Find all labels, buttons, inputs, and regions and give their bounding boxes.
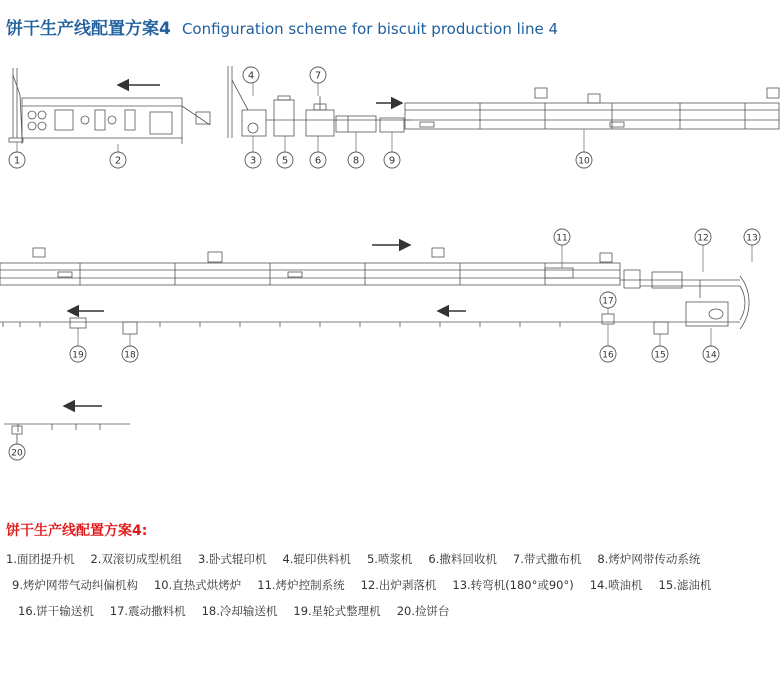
callout-leader-lines bbox=[17, 82, 584, 152]
legend-item: 16.饼干输送机 bbox=[18, 604, 94, 618]
legend-item: 7.带式撒布机 bbox=[512, 552, 582, 566]
callout-number: 11 bbox=[556, 233, 568, 244]
oven-lower bbox=[0, 248, 620, 285]
callout-7 bbox=[310, 67, 326, 83]
callout-number: 19 bbox=[72, 350, 84, 361]
legend-item: 8.烤炉网带传动系统 bbox=[597, 552, 701, 566]
callout-17 bbox=[600, 292, 616, 308]
callout-number: 9 bbox=[388, 155, 396, 167]
callout-9 bbox=[384, 152, 400, 168]
callout-number: 18 bbox=[124, 350, 136, 361]
callout-6 bbox=[310, 152, 326, 168]
oven-upper bbox=[405, 88, 779, 129]
callout-16 bbox=[600, 346, 616, 362]
title-english: Configuration scheme for biscuit production line 4 bbox=[181, 20, 558, 38]
legend-item: 11.烤炉控制系统 bbox=[257, 578, 345, 592]
callout-number: 2 bbox=[114, 155, 122, 167]
cooling-conveyor bbox=[0, 314, 668, 334]
legend-item: 10.直热式烘烤炉 bbox=[153, 578, 242, 592]
callout-15 bbox=[652, 346, 668, 362]
callout-number: 1 bbox=[13, 155, 21, 167]
callout-number: 12 bbox=[697, 233, 709, 244]
legend-item: 4.辊印供料机 bbox=[282, 552, 351, 566]
callout-number: 3 bbox=[249, 155, 257, 167]
callout-10 bbox=[576, 152, 592, 168]
callout-leader-lines-row2 bbox=[78, 245, 752, 346]
legend-row bbox=[18, 603, 465, 619]
legend-row bbox=[6, 551, 716, 567]
callout-number: 10 bbox=[578, 156, 590, 167]
legend-item: 18.冷却输送机 bbox=[201, 604, 278, 618]
legend-item: 3.卧式辊印机 bbox=[197, 552, 267, 566]
callout-8 bbox=[348, 152, 364, 168]
double-roll-forming-unit bbox=[22, 98, 210, 144]
callout-20 bbox=[9, 444, 25, 460]
legend-item: 14.喷油机 bbox=[589, 578, 643, 592]
callout-number: 4 bbox=[247, 70, 255, 82]
biscuit-picking-table bbox=[4, 424, 130, 444]
legend-item: 1.面团提升机 bbox=[6, 552, 75, 566]
callout-number: 6 bbox=[314, 155, 322, 167]
callout-2 bbox=[110, 152, 126, 168]
callout-number: 14 bbox=[705, 350, 717, 361]
callout-13 bbox=[744, 229, 760, 245]
legend-title: 饼干生产线配置方案4: bbox=[6, 523, 148, 539]
callout-14 bbox=[703, 346, 719, 362]
callout-3 bbox=[245, 152, 261, 168]
callout-number: 17 bbox=[602, 296, 614, 307]
legend-item: 2.双滚切成型机组 bbox=[90, 552, 182, 566]
legend-item: 20.捡饼台 bbox=[396, 604, 450, 618]
callout-number: 7 bbox=[314, 70, 322, 82]
callout-1 bbox=[9, 152, 25, 168]
legend-item: 6.撒料回收机 bbox=[428, 552, 497, 566]
callout-number: 20 bbox=[11, 448, 23, 459]
callout-number: 16 bbox=[602, 350, 614, 361]
callout-number: 15 bbox=[654, 350, 666, 361]
title-chinese: 饼干生产线配置方案4 bbox=[6, 19, 171, 39]
legend-item: 17.震动撒料机 bbox=[109, 604, 186, 618]
legend-row bbox=[12, 577, 727, 593]
legend-item: 12.出炉剥落机 bbox=[360, 578, 437, 592]
callout-layer bbox=[9, 67, 760, 460]
legend-item: 13.转弯机(180°或90°) bbox=[452, 578, 574, 592]
callout-number: 13 bbox=[746, 233, 758, 244]
legend-item: 9.烤炉网带气动纠偏机构 bbox=[12, 578, 138, 592]
dough-lifter bbox=[9, 68, 23, 142]
legend-item: 19.星轮式整理机 bbox=[293, 604, 381, 618]
legend-item: 15.滤油机 bbox=[658, 578, 712, 592]
callout-number: 5 bbox=[281, 155, 289, 167]
oven-exit-and-turner bbox=[620, 270, 749, 329]
callout-5 bbox=[277, 152, 293, 168]
callout-4 bbox=[243, 67, 259, 83]
callout-19 bbox=[70, 346, 86, 362]
callout-18 bbox=[122, 346, 138, 362]
callout-number: 8 bbox=[352, 155, 360, 167]
callout-11 bbox=[554, 229, 570, 245]
callout-12 bbox=[695, 229, 711, 245]
legend-item: 5.喷浆机 bbox=[366, 552, 413, 566]
